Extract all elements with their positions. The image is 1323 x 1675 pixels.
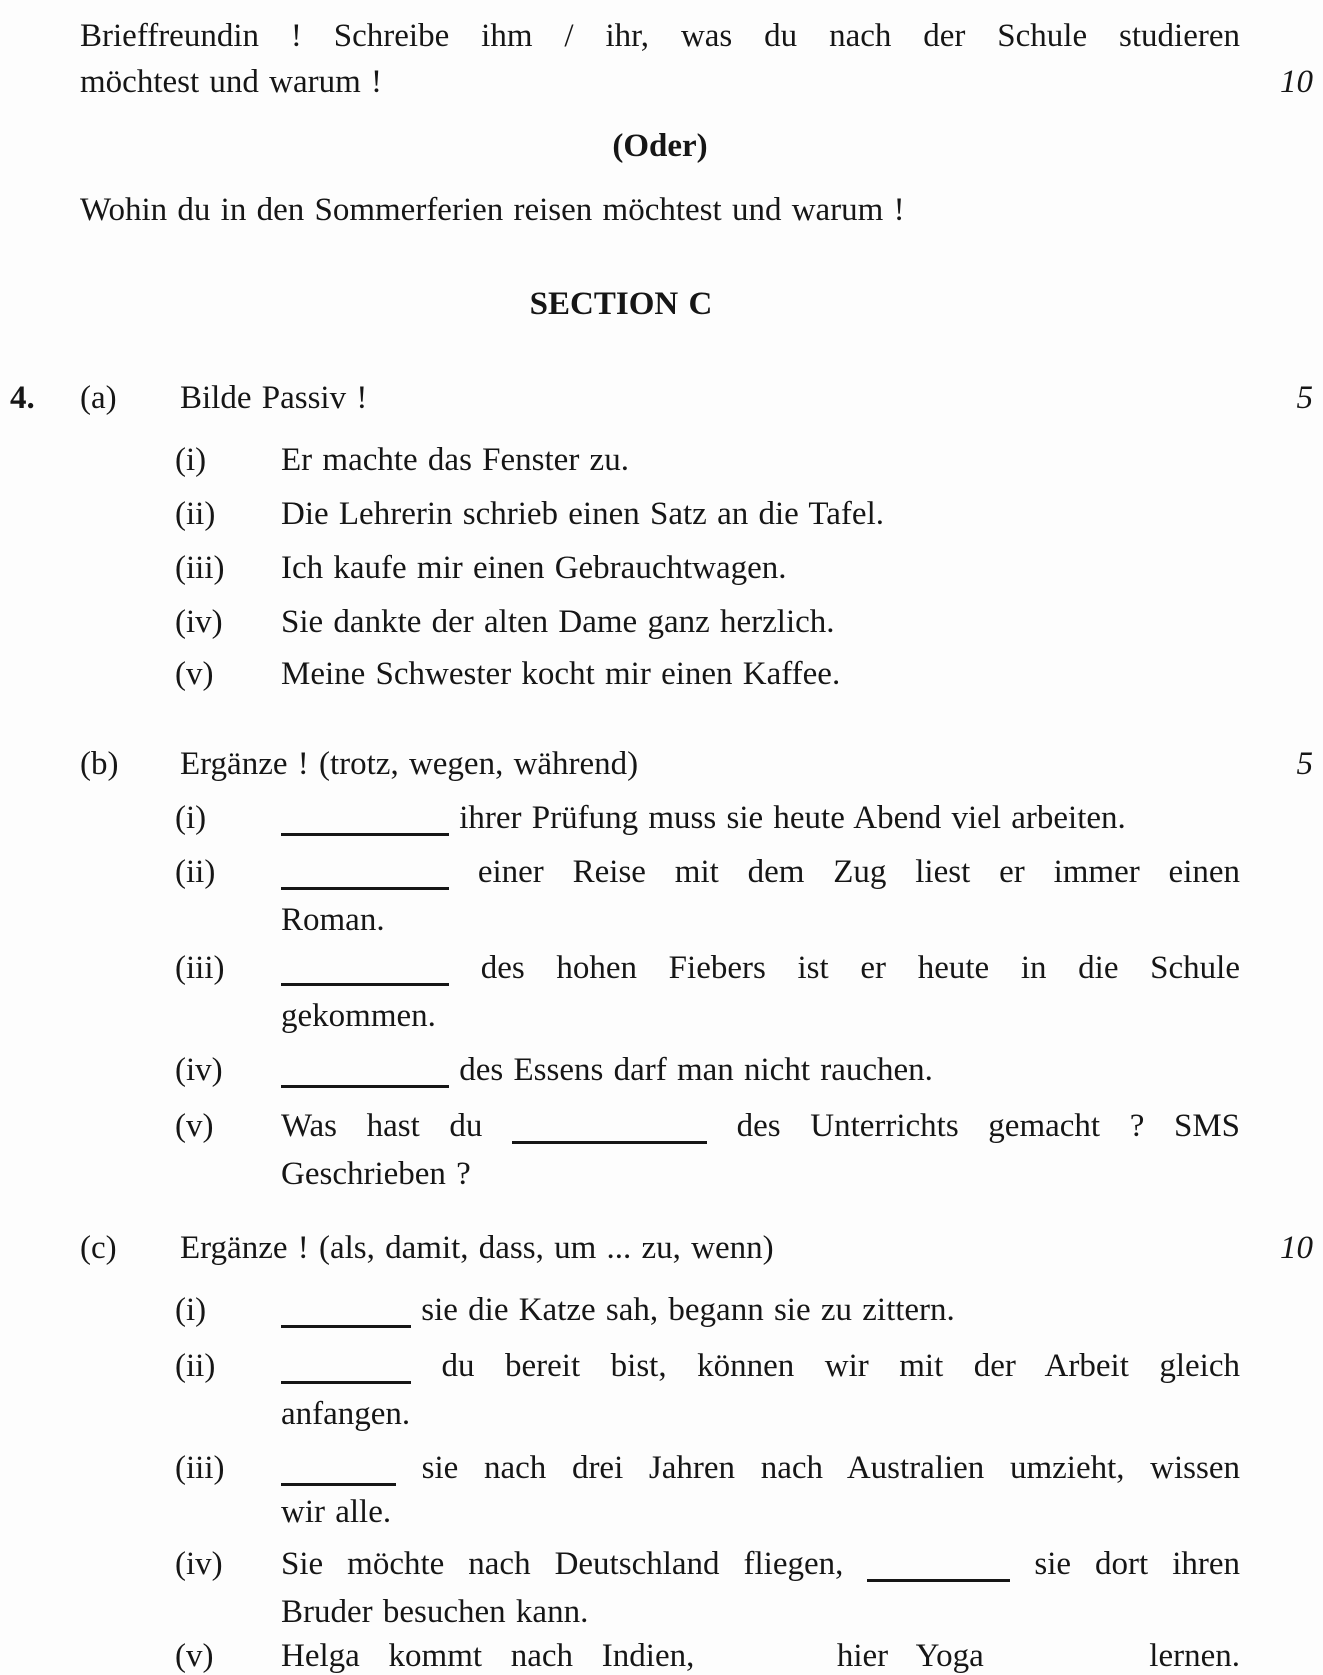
q4a-item-3	[0, 546, 1323, 590]
q4c-item-5	[0, 1634, 1323, 1675]
item-marker: (v)	[175, 1638, 214, 1674]
item-text: du bereit bist, können wir mit der Arbeit gleich	[441, 1348, 1240, 1384]
alternative-text: Wohin du in den Sommerferien reisen möchtest und warum !	[80, 192, 905, 228]
item-text: Helga kommt nach Indien,	[281, 1638, 695, 1674]
intro-line-1-text: Brieffreundin ! Schreibe ihm / ihr, was du nach der Schule studieren	[80, 18, 1240, 54]
intro-line-1	[0, 14, 1323, 58]
blank-line	[281, 1449, 396, 1486]
item-text-continuation: Roman.	[281, 902, 385, 938]
item-marker: (i)	[175, 800, 207, 836]
item-marker: (i)	[175, 442, 207, 478]
item-text: Ich kaufe mir einen Gebrauchtwagen.	[281, 550, 787, 586]
q4b-item-1	[0, 796, 1323, 840]
question-number: 4.	[10, 380, 35, 416]
part-b-title: Ergänze ! (trotz, wegen, während)	[180, 746, 639, 782]
item-text: sie die Katze sah, begann sie zu zittern.	[421, 1292, 955, 1328]
blank-line	[867, 1545, 1010, 1582]
item-marker: (i)	[175, 1292, 207, 1328]
q4b-item-4	[0, 1048, 1323, 1092]
q4c-item-4-cont	[0, 1590, 1323, 1634]
part-a-label: (a)	[80, 380, 117, 416]
item-marker: (iv)	[175, 1052, 223, 1088]
item-marker: (iii)	[175, 950, 225, 986]
item-text: Sie möchte nach Deutschland fliegen,	[281, 1546, 844, 1582]
q4c-item-3	[0, 1446, 1323, 1490]
q4c-item-3-cont	[0, 1490, 1323, 1534]
item-text: sie dort ihren	[1034, 1546, 1241, 1582]
item-text: des Essens darf man nicht rauchen.	[459, 1052, 933, 1088]
blank-gap	[1013, 1656, 1121, 1666]
blank-line	[281, 853, 449, 890]
item-text: sie nach drei Jahren nach Australien umzieht, wissen	[421, 1450, 1241, 1486]
item-marker: (ii)	[175, 1348, 216, 1384]
item-text: lernen.	[1149, 1638, 1240, 1674]
item-text: Die Lehrerin schrieb einen Satz an die Tafel.	[281, 496, 884, 532]
item-marker: (iii)	[175, 1450, 225, 1486]
q4a-header	[0, 376, 1323, 420]
q4b-item-2-cont	[0, 898, 1323, 942]
item-marker: (iv)	[175, 1546, 223, 1582]
q4c-item-4	[0, 1542, 1323, 1586]
item-text-continuation: gekommen.	[281, 998, 436, 1034]
item-marker: (ii)	[175, 854, 216, 890]
blank-line	[512, 1107, 707, 1144]
q4b-item-2	[0, 850, 1323, 894]
blank-line	[281, 1347, 411, 1384]
section-title: SECTION C	[529, 286, 713, 322]
blank-line	[281, 799, 449, 836]
section-heading	[0, 282, 1323, 326]
item-text-continuation: Bruder besuchen kann.	[281, 1594, 589, 1630]
item-text-continuation: wir alle.	[281, 1494, 392, 1530]
part-a-title: Bilde Passiv !	[180, 380, 368, 416]
intro-line-2-text: möchtest und warum !	[80, 64, 383, 100]
item-text: hier Yoga	[836, 1638, 984, 1674]
blank-gap	[723, 1656, 808, 1666]
item-marker: (v)	[175, 1108, 214, 1144]
q4b-item-3	[0, 946, 1323, 990]
item-text: Er machte das Fenster zu.	[281, 442, 629, 478]
q4b-header	[0, 742, 1323, 786]
q4c-item-2	[0, 1344, 1323, 1388]
blank-line	[281, 1291, 411, 1328]
q4b-item-5	[0, 1104, 1323, 1148]
oder-heading	[0, 124, 1323, 168]
item-text: Was hast du	[281, 1108, 483, 1144]
q4c-header	[0, 1226, 1323, 1270]
item-text: Sie dankte der alten Dame ganz herzlich.	[281, 604, 835, 640]
marks-part-c: 10	[1280, 1230, 1313, 1266]
item-text: des hohen Fiebers ist er heute in die Schule	[480, 950, 1240, 986]
part-c-label: (c)	[80, 1230, 117, 1266]
marks-part-a: 5	[1296, 380, 1313, 416]
item-text-continuation: Geschrieben ?	[281, 1156, 471, 1192]
q4a-item-2	[0, 492, 1323, 536]
item-text: ihrer Prüfung muss sie heute Abend viel arbeiten.	[459, 800, 1126, 836]
q4a-item-4	[0, 600, 1323, 644]
marks-part-b: 5	[1296, 746, 1313, 782]
item-marker: (iv)	[175, 604, 223, 640]
blank-line	[281, 1051, 449, 1088]
part-c-title: Ergänze ! (als, damit, dass, um ... zu, wenn)	[180, 1230, 774, 1266]
q4c-item-1	[0, 1288, 1323, 1332]
part-b-label: (b)	[80, 746, 119, 782]
q4b-item-5-cont	[0, 1152, 1323, 1196]
alternative-topic	[0, 188, 1323, 232]
item-text: einer Reise mit dem Zug liest er immer einen	[477, 854, 1241, 890]
item-text: des Unterrichts gemacht ? SMS	[736, 1108, 1241, 1144]
q4b-item-3-cont	[0, 994, 1323, 1038]
oder-label: (Oder)	[612, 128, 708, 164]
item-marker: (iii)	[175, 550, 225, 586]
q4a-item-5	[0, 652, 1323, 696]
item-text-continuation: anfangen.	[281, 1396, 411, 1432]
blank-line	[281, 949, 449, 986]
item-marker: (v)	[175, 656, 214, 692]
q4a-item-1	[0, 438, 1323, 482]
q4c-item-2-cont	[0, 1392, 1323, 1436]
item-text: Meine Schwester kocht mir einen Kaffee.	[281, 656, 841, 692]
intro-line-2	[0, 60, 1323, 104]
item-marker: (ii)	[175, 496, 216, 532]
marks-intro: 10	[1280, 64, 1313, 100]
